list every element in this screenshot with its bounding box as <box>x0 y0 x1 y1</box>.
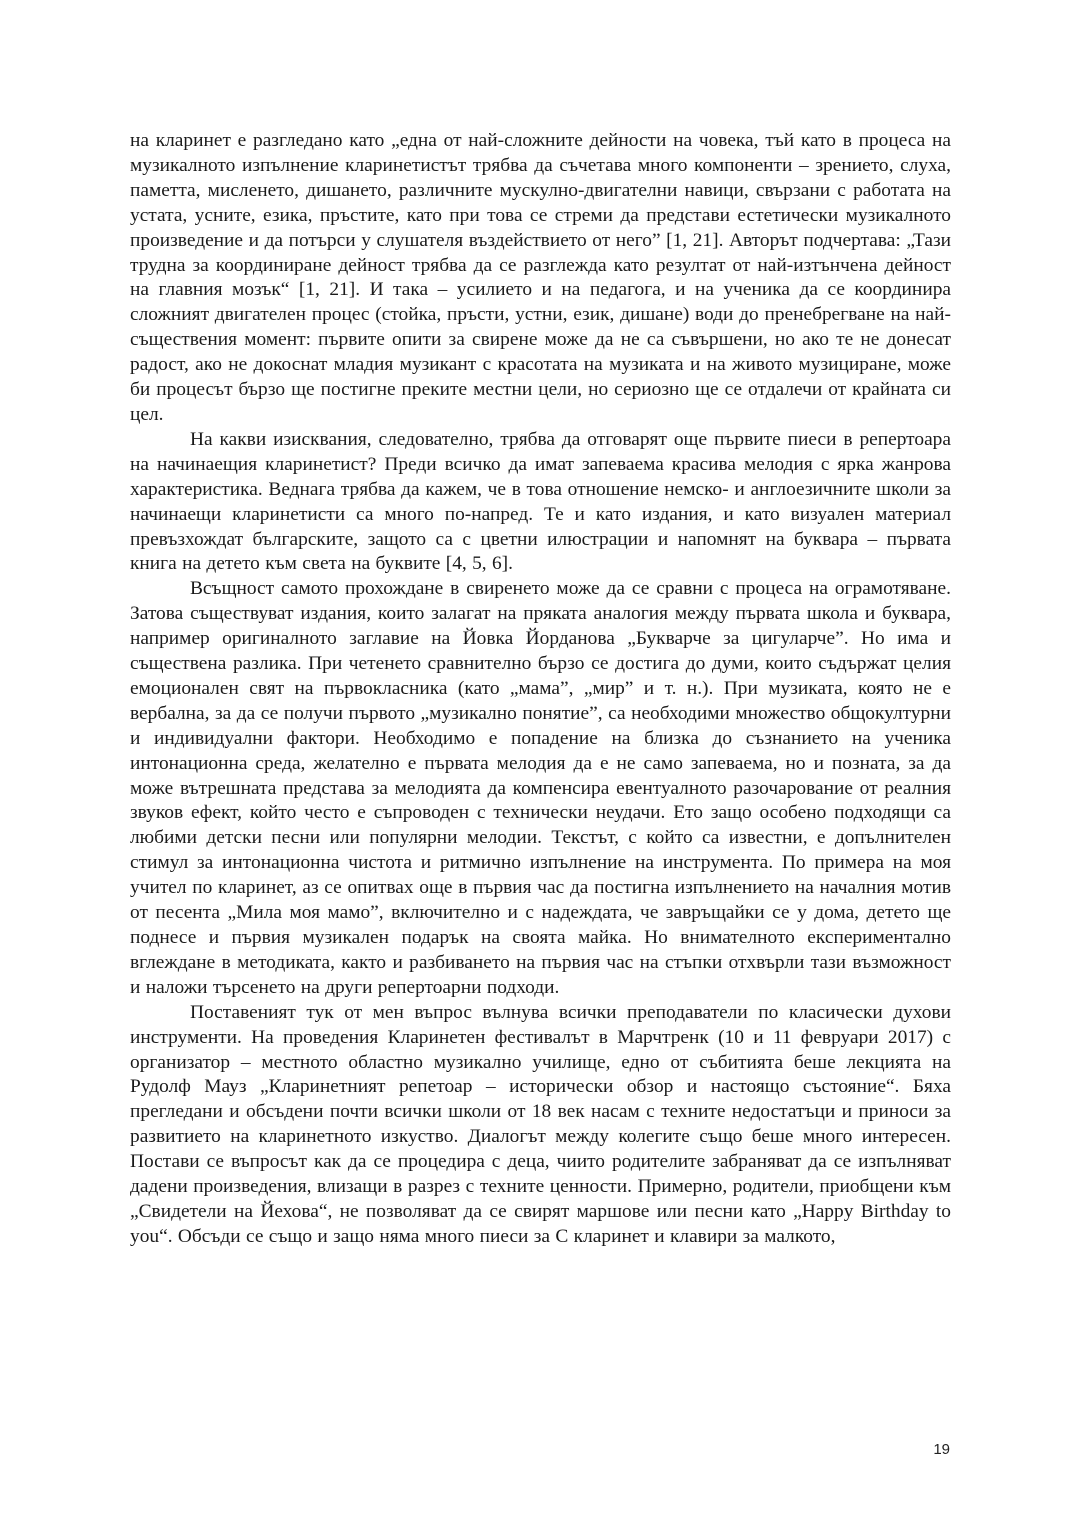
page-number: 19 <box>933 1441 950 1458</box>
paragraph-1: на кларинет е разгледано като „една от най-сложните дейности на човека, тъй като в процеса на музикалното изпълнение кларинетистът трябва да съчетава много компоненти – зрението, слуха, паметта, мисленето, дишането, различните мускулно-двигателни навици, свързани с работата на устата, усните, езика, пръстите, като при това се стреми да представи естетически музикалното произведение и да потърси у слушателя въздействието от него” [1, 21]. Авторът подчертава: „Тази трудна за координиране дейност трябва да се разглежда като резултат от най-изтънчена дейност на главния мозък“ [1, 21]. И така – усилието и на педагога, и на ученика да се координира сложният двигателен процес (стойка, пръсти, устни, език, дишане) води до пренебрегване на най-съществения момент: първите опити за свирене може да не са съвършени, но ако те не донесат радост, ако не докоснат младия музикант с красотата на музиката и на живото музициране, може би процесът бързо ще постигне преките местни цели, но сериозно ще се отдалечи от крайната си цел. <box>130 130 951 425</box>
paragraph-2: На какви изисквания, следователно, трябва да отговарят още първите пиеси в репертоара на начинаещия кларинетист? Преди всичко да имат запеваема красива мелодия с ярка жанрова характеристика. Веднага трябва да кажем, че в това отношение немско- и англоезичните школи за начинаещи кларинетисти са много по-напред. Те и като издания, и като визуален материал превъзхождат българските, защото са с цветни илюстрации и напомнят на буквара – първата книга на детето към света на буквите [4, 5, 6]. <box>130 428 951 575</box>
document-body <box>130 129 951 1250</box>
paragraph-3: Всъщност самото прохождане в свиренето може да се сравни с процеса на ограмотяване. Затова съществуват издания, които залагат на пряката аналогия между първата школа и буквара, например оригиналното заглавие на Йовка Йорданова „Букварче за цигуларче”. Но има и съществена разлика. При четенето сравнително бързо се достига до думи, които съдържат целия емоционален свят на първокласника (като „мама”, „мир” и т. н.). При музиката, която не е вербална, за да се получи първото „музикално понятие”, са необходими множество общокултурни и индивидуални фактори. Необходимо е попадение на близка до съзнанието на ученика интонационна среда, желателно е първата мелодия да е не само запеваема, но и позната, за да може вътрешната представа за мелодията да компенсира евентуалното разочарование от реалния звуков ефект, който често е съпроводен с технически неудачи. Ето защо особено подходящи са любими детски песни или популярни мелодии. Текстът, с който са известни, е допълнителен стимул за интонационна чистота и ритмично изпълнение на инструмента. По примера на моя учител по кларинет, аз се опитвах още в първия час да постигна изпълнението на началния мотив от песента „Мила моя мамо”, включително и с надеждата, че завръщайки се у дома, детето ще поднесе и първия музикален подарък на своята майка. Но внимателното експериментално вглеждане в методиката, както и разбиването на първия час на стъпки отхвърли тази възможност и наложи търсенето на други репертоарни подходи. <box>130 578 951 998</box>
paragraph-4: Поставеният тук от мен въпрос вълнува всички преподаватели по класически духови инструменти. На проведения Кларинетен фестивалът в Марчтренк (10 и 11 февруари 2017) с организатор – местното областно музикално училище, едно от събитията беше лекцията на Рудолф Мауз „Кларинетният репетоар – исторически обзор и настоящо състояние“. Бяха прегледани и обсъдени почти всички школи от 18 век насам с техните недостатъци и приноси за развитието на кларинетното изкуство. Диалогът между колегите също беше много интересен. Постави се въпросът как да се процедира с деца, чиито родителите забраняват да се изпълняват дадени произведения, влизащи в разрез с техните ценности. Примерно, родители, приобщени към „Свидетели на Йехова“, не позволяват да се свирят маршове или песни като „Happy Birthday to you“. Обсъди се също и защо няма много пиеси за C кларинет и клавири за малкото, <box>130 1001 951 1247</box>
